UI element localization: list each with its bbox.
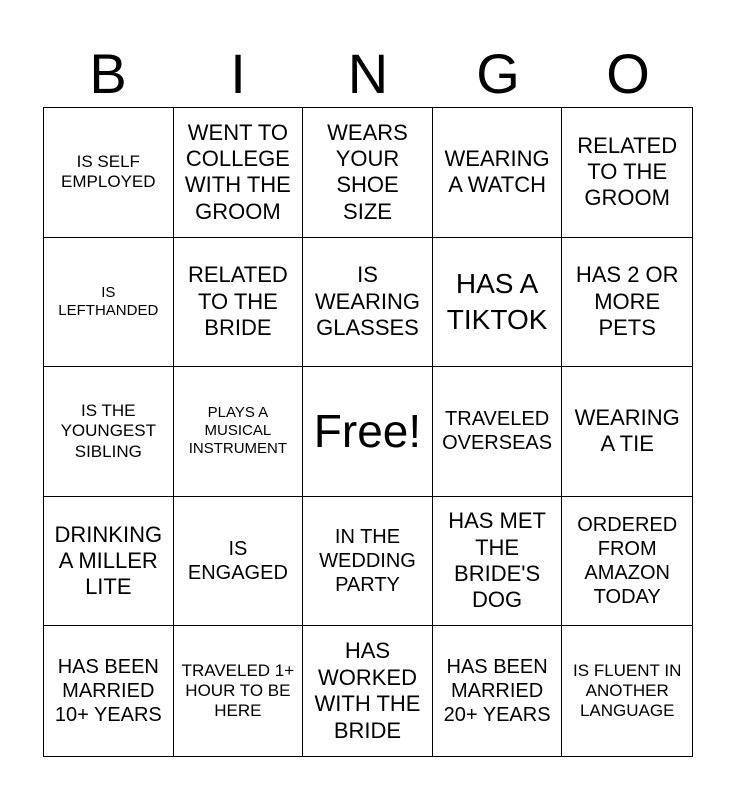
header-letter-g: G	[476, 42, 520, 105]
bingo-cell-r4c1[interactable]	[44, 497, 174, 627]
bingo-cell-r2c3[interactable]	[303, 238, 433, 368]
cell-label: WEARING A WATCH	[444, 145, 550, 198]
cell-label: WEARING A TIE	[574, 405, 680, 457]
cell-label: IS WEARING GLASSES	[314, 262, 421, 341]
bingo-cell-r5c1[interactable]	[44, 626, 174, 756]
cell-label: HAS WORKED WITH THE BRIDE	[314, 638, 421, 743]
cell-label: RELATED TO THE GROOM	[577, 132, 678, 211]
bingo-cell-r4c5[interactable]	[562, 497, 692, 627]
bingo-cell-r1c2[interactable]	[174, 108, 304, 238]
cell-label: IS THE YOUNGEST SIBLING	[60, 400, 156, 461]
bingo-cell-r5c4[interactable]	[433, 626, 563, 756]
bingo-cell-r3c2[interactable]	[174, 367, 304, 497]
bingo-cell-r3c4[interactable]	[433, 367, 563, 497]
bingo-cell-r2c4[interactable]	[433, 238, 563, 368]
cell-label: IN THE WEDDING PARTY	[319, 526, 416, 597]
bingo-cell-r5c5[interactable]	[562, 626, 692, 756]
bingo-header	[43, 42, 693, 106]
bingo-cell-r1c4[interactable]	[433, 108, 563, 238]
cell-label: IS LEFTHANDED	[58, 283, 159, 319]
cell-label: HAS BEEN MARRIED 10+ YEARS	[54, 656, 162, 727]
cell-label: WEARS YOUR SHOE SIZE	[327, 119, 408, 224]
header-letter-n: N	[347, 42, 389, 105]
bingo-cell-r3c1[interactable]	[44, 367, 174, 497]
bingo-cell-r1c5[interactable]	[562, 108, 692, 238]
header-letter-o: O	[606, 42, 650, 105]
bingo-cell-r2c5[interactable]	[562, 238, 692, 368]
cell-label: HAS MET THE BRIDE'S DOG	[448, 508, 546, 613]
header-letter-i: I	[230, 42, 246, 105]
cell-label: DRINKING A MILLER LITE	[54, 521, 163, 600]
cell-label: HAS 2 OR MORE PETS	[575, 262, 679, 341]
bingo-cell-r2c1[interactable]	[44, 238, 174, 368]
free-space-label: Free!	[313, 404, 422, 457]
bingo-cell-r5c3[interactable]	[303, 626, 433, 756]
cell-label: WENT TO COLLEGE WITH THE GROOM	[184, 119, 291, 224]
bingo-cell-r4c3[interactable]	[303, 497, 433, 627]
cell-label: IS FLUENT IN ANOTHER LANGUAGE	[573, 660, 682, 721]
cell-label: HAS BEEN MARRIED 20+ YEARS	[443, 656, 551, 727]
bingo-cell-r4c2[interactable]	[174, 497, 304, 627]
header-letter-b: B	[89, 42, 127, 105]
bingo-cell-r1c3[interactable]	[303, 108, 433, 238]
cell-label: ORDERED FROM AMAZON TODAY	[577, 514, 678, 609]
cell-label: TRAVELED 1+ HOUR TO BE HERE	[181, 660, 295, 721]
bingo-cell-r4c4[interactable]	[433, 497, 563, 627]
bingo-cell-r5c2[interactable]	[174, 626, 304, 756]
bingo-cell-free[interactable]	[303, 367, 433, 497]
cell-label: IS ENGAGED	[187, 538, 288, 585]
cell-label: PLAYS A MUSICAL INSTRUMENT	[188, 404, 288, 458]
bingo-cell-r1c1[interactable]	[44, 108, 174, 238]
cell-label: TRAVELED OVERSEAS	[442, 408, 553, 455]
cell-label: IS SELF EMPLOYED	[61, 151, 156, 192]
bingo-cell-r3c5[interactable]	[562, 367, 692, 497]
bingo-board	[43, 107, 693, 757]
bingo-cell-r2c2[interactable]	[174, 238, 304, 368]
cell-label: HAS A TIKTOK	[446, 267, 548, 335]
cell-label: RELATED TO THE BRIDE	[187, 262, 288, 341]
